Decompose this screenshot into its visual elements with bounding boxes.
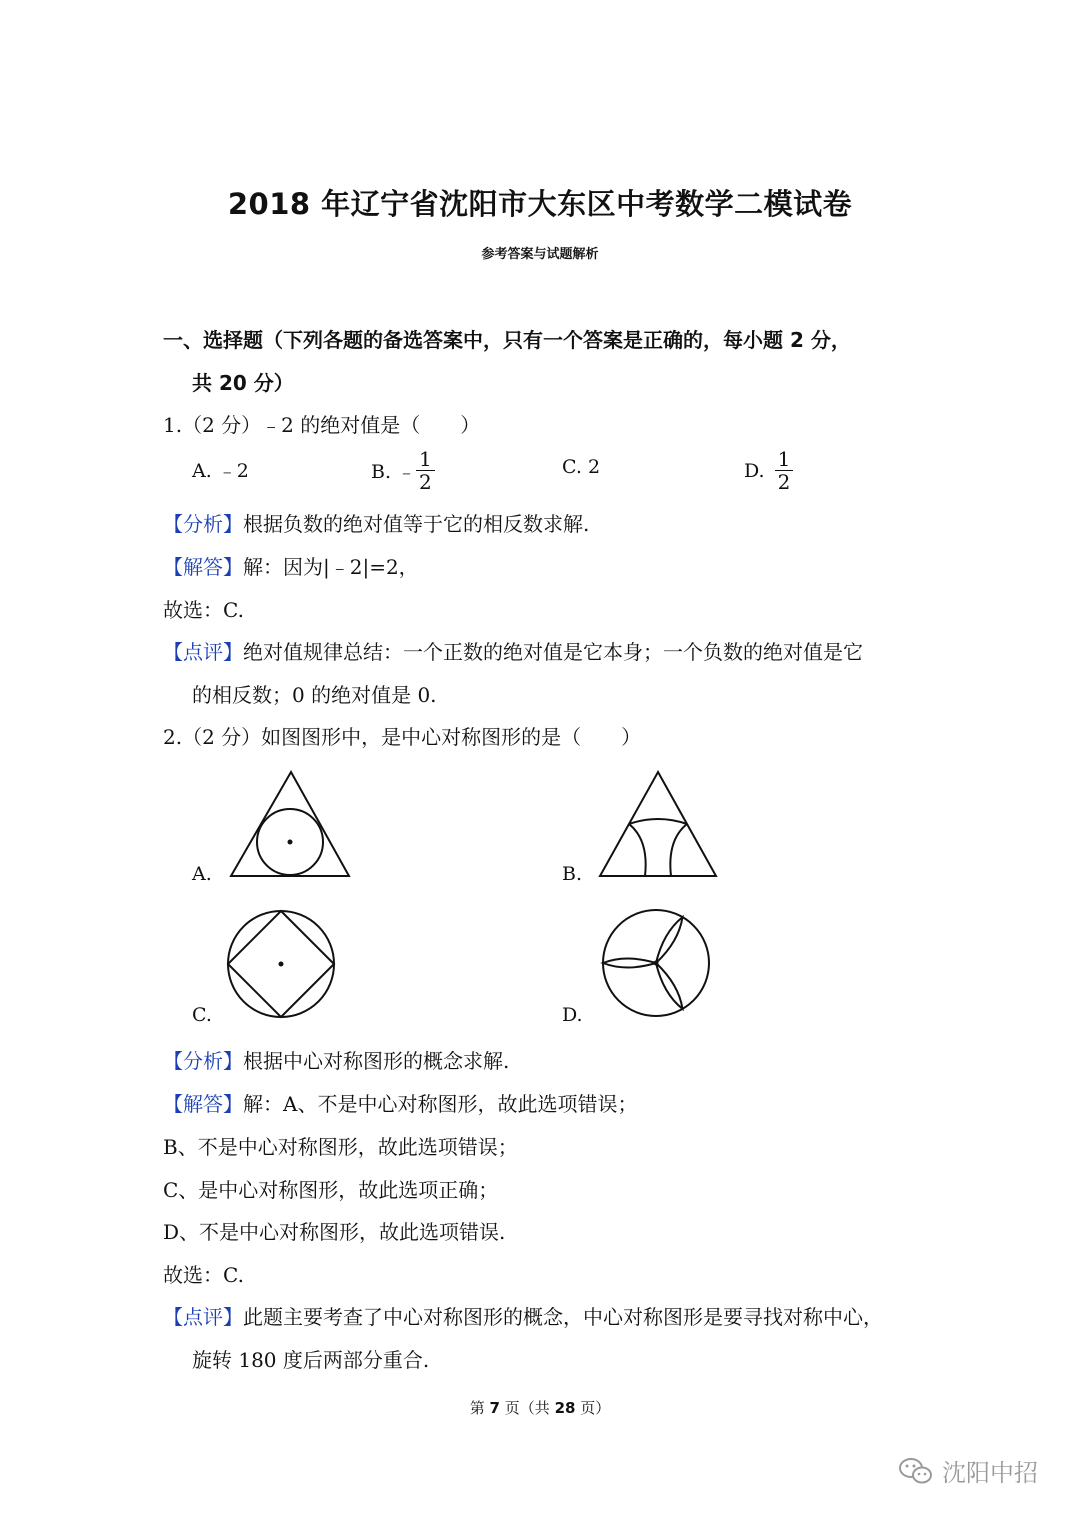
q2-stem: 2.（2 分）如图图形中，是中心对称图形的是（ ） [163, 725, 642, 749]
q1-option-b-fraction [416, 448, 435, 493]
q1-option-d-prefix: D. [744, 459, 765, 482]
footer-middle: 页（共 [504, 1399, 550, 1417]
q1-option-b-prefix: B. ﹣ [371, 461, 417, 483]
q1-analysis-tag: 【分析】 [163, 512, 243, 536]
q1-analysis-text: 根据负数的绝对值等于它的相反数求解. [243, 512, 590, 536]
q1-answer-text: 解：因为|﹣2|=2， [243, 555, 419, 579]
q2-figure-d [599, 906, 713, 1020]
q2-answer [163, 1088, 637, 1117]
q1-answer-tag: 【解答】 [163, 555, 243, 579]
q1-option-b-numerator: 1 [416, 448, 435, 471]
wechat-icon [898, 1456, 934, 1486]
q2-figure-b [594, 768, 722, 880]
q1-stem: 1.（2 分）﹣2 的绝对值是（ ） [163, 413, 481, 437]
q2-comment-line1: 此题主要考查了中心对称图形的概念，中心对称图形是要寻找对称中心， [243, 1305, 883, 1329]
q2-figure-c [224, 907, 338, 1021]
watermark [898, 1453, 1038, 1488]
footer-suffix: 页） [580, 1399, 611, 1417]
q2-label-a: A. [192, 863, 212, 885]
q1-option-a: A. ﹣2 [192, 460, 249, 482]
q1-option-d [744, 448, 793, 493]
q2-answer-c: C、是中心对称图形，故此选项正确； [163, 1178, 499, 1202]
q1-option-b [371, 448, 435, 493]
q1-option-d-denominator: 2 [777, 470, 791, 494]
watermark-text: 沈阳中招 [942, 1459, 1038, 1487]
q2-answer-a: 解：A、不是中心对称图形，故此选项错误； [243, 1092, 638, 1116]
document-title: 2018 年辽宁省沈阳市大东区中考数学二模试卷 [227, 187, 853, 221]
q1-choice: 故选：C. [163, 598, 244, 622]
q1-comment-line2: 的相反数；0 的绝对值是 0. [192, 683, 437, 707]
q2-choice: 故选：C. [163, 1263, 244, 1287]
q2-answer-tag: 【解答】 [163, 1092, 243, 1116]
q2-answer-d: D、不是中心对称图形，故此选项错误. [163, 1220, 506, 1244]
page-footer [0, 1397, 1080, 1418]
q2-analysis-tag: 【分析】 [163, 1049, 243, 1073]
q1-comment-tag: 【点评】 [163, 640, 243, 664]
q1-comment [163, 636, 863, 665]
q2-analysis [163, 1045, 509, 1074]
q2-comment-tag: 【点评】 [163, 1305, 243, 1329]
q1-comment-line1: 绝对值规律总结：一个正数的绝对值是它本身；一个负数的绝对值是它 [243, 640, 863, 664]
q2-answer-b: B、不是中心对称图形，故此选项错误； [163, 1135, 518, 1159]
footer-page-number: 7 [489, 1399, 500, 1417]
q2-comment [163, 1301, 883, 1330]
document-subtitle: 参考答案与试题解析 [481, 247, 599, 262]
q1-answer [163, 551, 419, 580]
q1-option-c: C. 2 [562, 456, 601, 478]
q1-option-d-numerator: 1 [775, 448, 794, 471]
q2-analysis-text: 根据中心对称图形的概念求解. [243, 1049, 510, 1073]
footer-prefix: 第 [469, 1399, 485, 1417]
q2-label-d: D. [562, 1004, 583, 1026]
q2-comment-line2: 旋转 180 度后两部分重合. [192, 1348, 430, 1372]
q2-figure-a [225, 768, 355, 880]
section-heading-line2: 共 20 分） [192, 371, 294, 395]
q2-label-c: C. [192, 1004, 212, 1026]
q2-label-b: B. [562, 863, 583, 885]
q1-option-b-denominator: 2 [419, 470, 432, 494]
q1-analysis [163, 508, 589, 537]
footer-total-pages: 28 [554, 1399, 576, 1417]
section-heading-line1: 一、选择题（下列各题的备选答案中，只有一个答案是正确的，每小题 2 分， [163, 328, 851, 352]
q1-option-d-fraction [775, 448, 794, 493]
